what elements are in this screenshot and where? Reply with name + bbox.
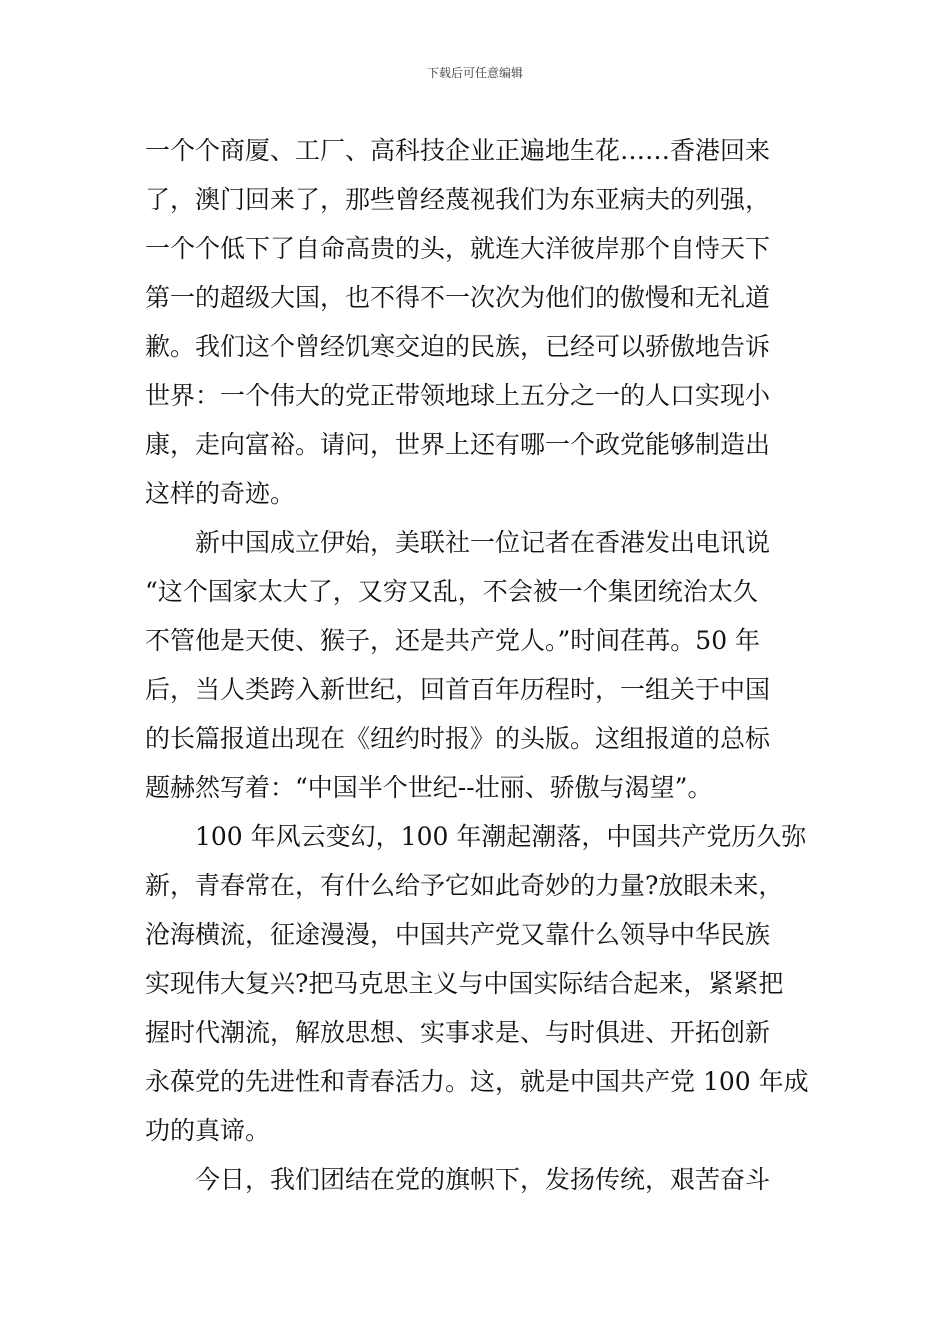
text-line: 不管他是天使、猴子，还是共产党人。”时间荏苒。50 年 <box>145 626 761 655</box>
paragraph-first-line: 今日，我们团结在党的旗帜下，发扬传统，艰苦奋斗 <box>195 1165 771 1194</box>
text-line: 题赫然写着：“中国半个世纪--壮丽、骄傲与渴望”。 <box>145 773 713 802</box>
text-line: 功的真谛。 <box>145 1116 271 1145</box>
text-line: 一个个低下了自命高贵的头，就连大洋彼岸那个自恃天下 <box>145 234 771 263</box>
page-header: 下载后可任意编辑 <box>426 66 523 80</box>
document-body <box>145 126 809 1204</box>
text-line: 这样的奇迹。 <box>145 479 296 508</box>
text-line: 的长篇报道出现在《纽约时报》的头版。这组报道的总标 <box>145 724 771 753</box>
text-line: 一个个商厦、工厂、高科技企业正遍地生花……香港回来 <box>145 136 771 165</box>
paragraph-first-line: 100 年风云变幻，100 年潮起潮落，中国共产党历久弥 <box>195 822 807 851</box>
text-line: 康，走向富裕。请问，世界上还有哪一个政党能够制造出 <box>145 430 771 459</box>
text-line: 世界：一个伟大的党正带领地球上五分之一的人口实现小 <box>145 381 771 410</box>
text-line: 握时代潮流，解放思想、实事求是、与时俱进、开拓创新 <box>145 1018 771 1047</box>
text-line: “这个国家太大了，又穷又乱，不会被一个集团统治太久 <box>145 577 758 606</box>
text-line: 了，澳门回来了，那些曾经蔑视我们为东亚病夫的列强， <box>145 185 771 214</box>
text-line: 第一的超级大国，也不得不一次次为他们的傲慢和无礼道 <box>145 283 771 312</box>
paragraph-first-line: 新中国成立伊始，美联社一位记者在香港发出电讯说 <box>195 528 771 557</box>
text-line: 后，当人类跨入新世纪，回首百年历程时，一组关于中国 <box>145 675 771 704</box>
text-line: 永葆党的先进性和青春活力。这，就是中国共产党 100 年成 <box>145 1067 809 1096</box>
text-line: 新，青春常在，有什么给予它如此奇妙的力量?放眼未来， <box>145 871 784 900</box>
text-line: 实现伟大复兴?把马克思主义与中国实际结合起来，紧紧把 <box>145 969 784 998</box>
text-line: 沧海横流，征途漫漫，中国共产党又靠什么领导中华民族 <box>145 920 771 949</box>
text-line: 歉。我们这个曾经饥寒交迫的民族，已经可以骄傲地告诉 <box>145 332 771 361</box>
